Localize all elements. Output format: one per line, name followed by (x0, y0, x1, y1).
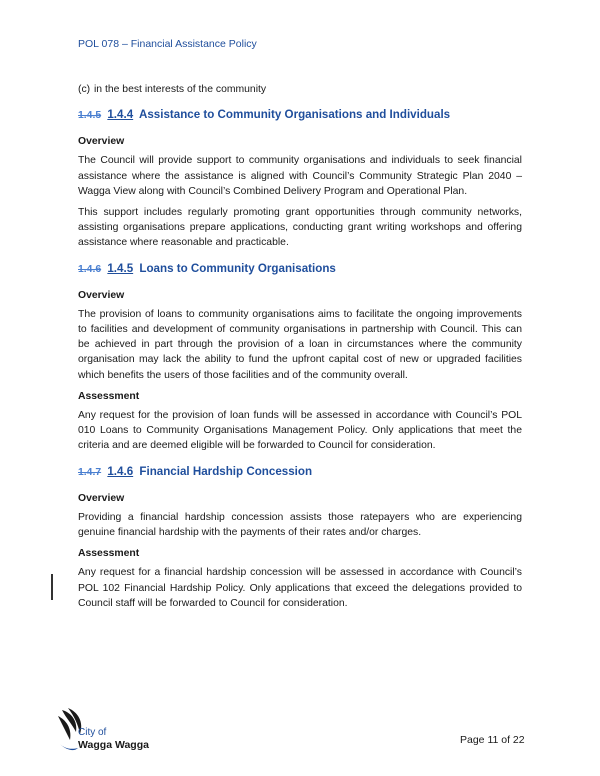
subheading-assessment: Assessment (78, 390, 140, 402)
inserted-section-number: 1.4.5 (107, 261, 134, 275)
logo-line-city-of: City of (78, 727, 107, 738)
section-heading-loans (78, 261, 522, 278)
subheading-overview: Overview (78, 492, 125, 504)
document-body (78, 82, 522, 617)
paragraph: Providing a financial hardship concession assists those ratepayers who are experiencing genuine financial hardship with the payments of their rates and/or charges. (78, 511, 522, 539)
list-marker: (c) (78, 84, 91, 95)
subheading-overview: Overview (78, 136, 125, 148)
list-item-text: in the best interests of the community (94, 84, 267, 95)
logo-line-wagga-wagga: Wagga Wagga (78, 739, 149, 751)
logo-wordmark (78, 727, 149, 751)
paragraph: Any request for the provision of loan funds will be assessed in accordance with Council’s POL 010 Loans to Community Organisations Management Policy. Only applications that meet the criteria and are deemed eligible will be forwarded to Council for consideration. (78, 410, 522, 452)
paragraph: Any request for a financial hardship concession will be assessed in accordance with Council’s POL 102 Financial Hardship Policy. Only applications that exceed the delegations provided to Council staff will be forwarded to Council for consideration. (78, 567, 522, 609)
section-title: Assistance to Community Organisations and Individuals (138, 108, 451, 122)
deleted-section-number: 1.4.5 (78, 110, 102, 122)
section-title: Loans to Community Organisations (139, 261, 336, 275)
list-item-c (78, 82, 522, 97)
section-heading-assistance (78, 107, 522, 124)
inserted-section-number: 1.4.6 (107, 464, 134, 478)
paragraph: The Council will provide support to community organisations and individuals to seek financial assistance where the assistance is aligned with Council’s Community Strategic Plan 2040 – Wagga View along with Council’s Combined Delivery Program and Operational Plan. (78, 155, 522, 197)
subheading-overview: Overview (78, 289, 125, 301)
subheading-assessment: Assessment (78, 548, 140, 560)
revision-change-bar (51, 574, 53, 600)
section-title: Financial Hardship Concession (139, 464, 313, 478)
paragraph: This support includes regularly promoting grant opportunities through community networks, assisting organisations prepare applications, conducting grant writing workshops and offering assistance where reasonable and practicable. (78, 207, 522, 249)
deleted-section-number: 1.4.6 (78, 263, 102, 275)
deleted-section-number: 1.4.7 (78, 466, 102, 478)
paragraph: The provision of loans to community organisations aims to facilitate the ongoing improvements to facilities and development of community organisations in partnership with Council. This can be achieved in part through the provision of a loan in circumstances where the community organisation may lack the ability to fund the upfront capital cost of new or upgraded facilities which benefits the users of those facilities and of the community overall. (78, 308, 522, 381)
inserted-section-number: 1.4.4 (107, 108, 134, 122)
page-number: Page 11 of 22 (460, 734, 525, 746)
document-header-title: POL 078 – Financial Assistance Policy (78, 38, 257, 50)
section-heading-hardship (78, 464, 522, 481)
